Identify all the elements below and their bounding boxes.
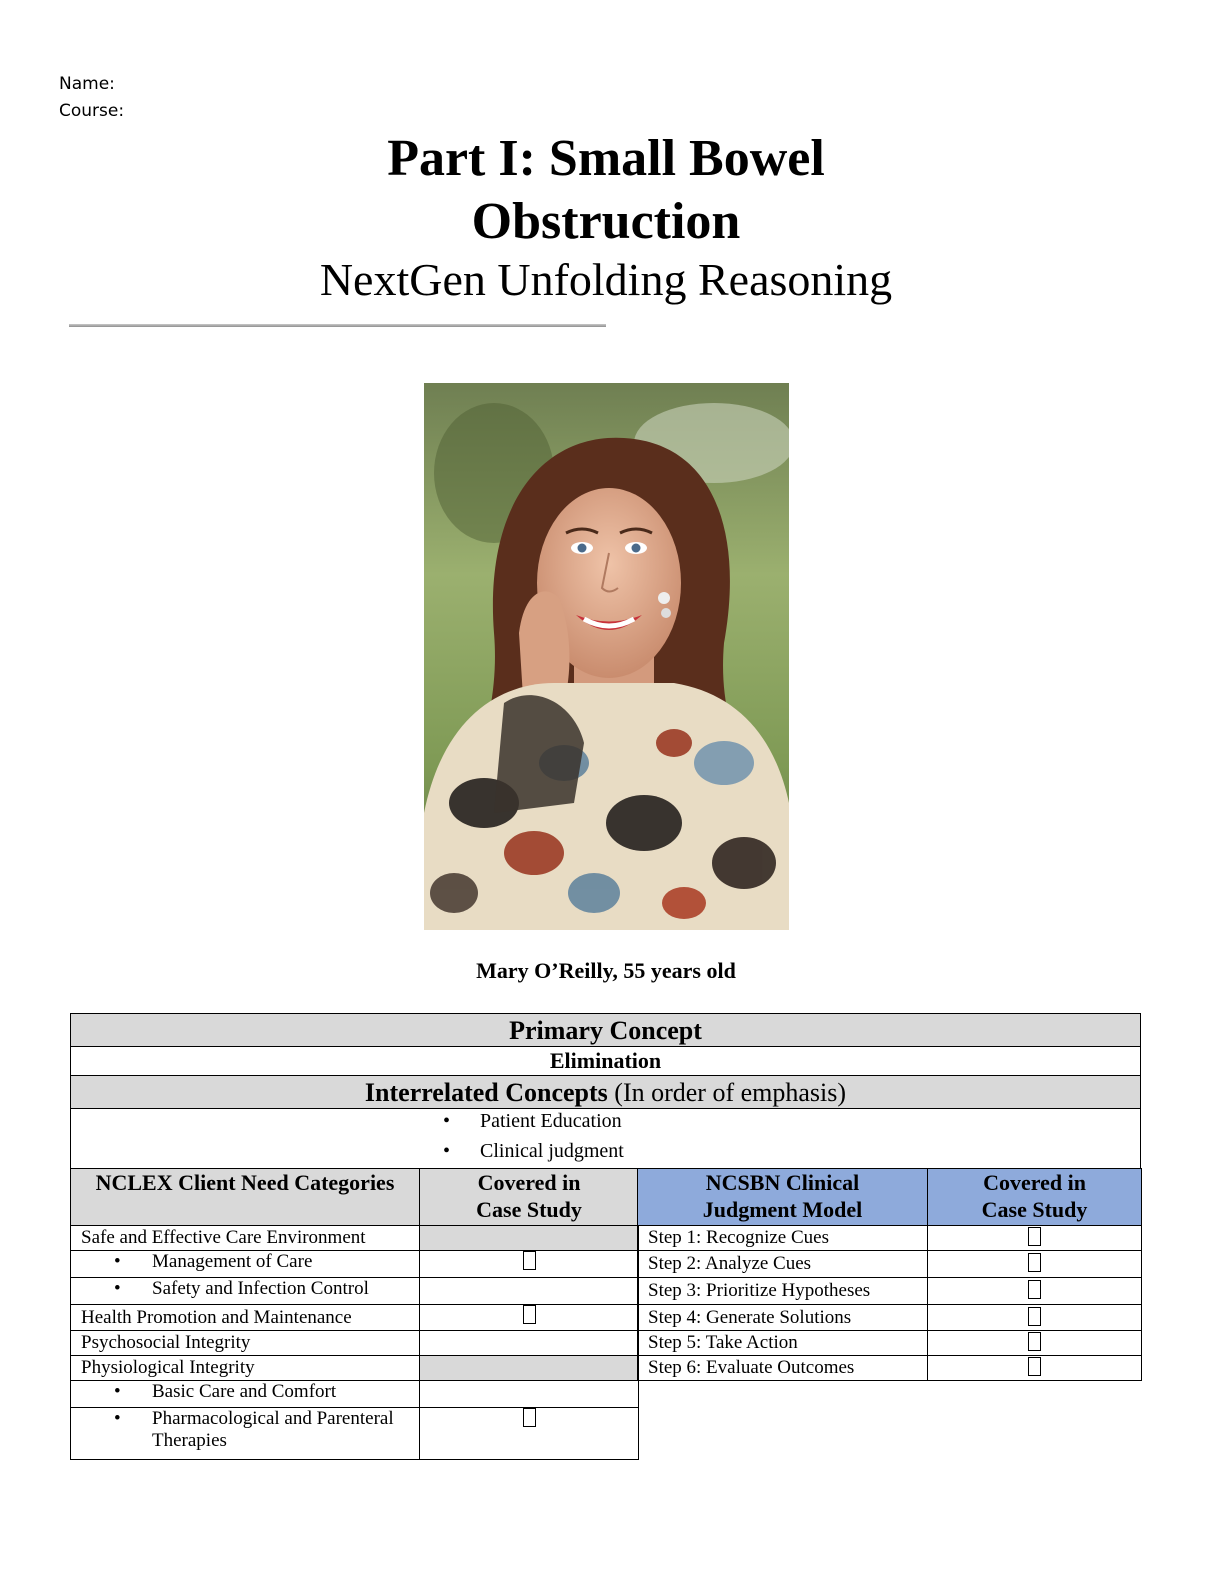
- table-row: [71, 1278, 639, 1305]
- covered-checkbox: [420, 1278, 639, 1305]
- covered-checkbox: [928, 1226, 1142, 1251]
- check-glyph-icon: [1028, 1227, 1041, 1246]
- nclex-category-cell: • Management of Care: [71, 1251, 420, 1278]
- check-glyph-icon: [1028, 1332, 1041, 1351]
- interrelated-concepts-header: [71, 1076, 1140, 1109]
- table-row: [71, 1331, 639, 1356]
- ncsbn-step-cell: Step 1: Recognize Cues: [638, 1226, 928, 1251]
- table-row: [71, 1408, 639, 1460]
- covered-checkbox: [420, 1226, 639, 1251]
- table-row: [71, 1226, 639, 1251]
- table-row: [71, 1251, 639, 1278]
- table-row: [638, 1356, 1142, 1381]
- nclex-category-cell: • Safety and Infection Control: [71, 1278, 420, 1305]
- interrelated-header-note: (In order of emphasis): [614, 1078, 847, 1107]
- bullet-icon: •: [114, 1381, 121, 1402]
- patient-photo: [424, 383, 789, 930]
- table-row: [638, 1278, 1142, 1305]
- covered-checkbox: [928, 1278, 1142, 1305]
- title-divider: [69, 324, 606, 327]
- table-row: [638, 1226, 1142, 1251]
- ncsbn-header-model: NCSBN Clinical Judgment Model: [638, 1169, 928, 1226]
- covered-checkbox: [420, 1408, 639, 1460]
- ncsbn-table: [637, 1168, 1142, 1381]
- covered-checkbox: [928, 1331, 1142, 1356]
- ncsbn-step-cell: Step 3: Prioritize Hypotheses: [638, 1278, 928, 1305]
- covered-checkbox: [420, 1251, 639, 1278]
- check-glyph-icon: [1028, 1307, 1041, 1326]
- course-label: Course:: [59, 101, 125, 121]
- nclex-header-category: NCLEX Client Need Categories: [71, 1169, 420, 1226]
- bullet-icon: •: [443, 1140, 451, 1162]
- interrelated-concepts-list: • Patient Education • Clinical judgment: [443, 1110, 624, 1162]
- ncsbn-step-cell: Step 6: Evaluate Outcomes: [638, 1356, 928, 1381]
- covered-checkbox: [420, 1356, 639, 1381]
- interrelated-header-label: Interrelated Concepts: [364, 1078, 608, 1107]
- check-glyph-icon: [523, 1251, 536, 1270]
- covered-checkbox: [928, 1305, 1142, 1331]
- primary-concept-header: Primary Concept: [71, 1014, 1140, 1047]
- page-title-line-2: Obstruction: [471, 193, 741, 250]
- check-glyph-icon: [1028, 1253, 1041, 1272]
- ncsbn-step-cell: Step 4: Generate Solutions: [638, 1305, 928, 1331]
- nclex-category-cell: Health Promotion and Maintenance: [71, 1305, 420, 1331]
- nclex-category-cell: Psychosocial Integrity: [71, 1331, 420, 1356]
- bullet-icon: •: [114, 1408, 121, 1429]
- bullet-icon: •: [114, 1278, 121, 1299]
- nclex-header-covered: Covered in Case Study: [420, 1169, 639, 1226]
- concept-table: [70, 1013, 1141, 1171]
- nclex-category-cell: • Basic Care and Comfort: [71, 1381, 420, 1408]
- bullet-icon: •: [114, 1251, 121, 1272]
- nclex-table: [70, 1168, 639, 1460]
- ncsbn-step-cell: Step 2: Analyze Cues: [638, 1251, 928, 1278]
- covered-checkbox: [928, 1251, 1142, 1278]
- bullet-icon: •: [443, 1110, 451, 1132]
- covered-checkbox: [420, 1305, 639, 1331]
- page-subtitle: NextGen Unfolding Reasoning: [319, 254, 893, 305]
- table-row: [71, 1381, 639, 1408]
- table-row: [71, 1305, 639, 1331]
- table-row: [71, 1356, 639, 1381]
- check-glyph-icon: [1028, 1357, 1041, 1376]
- patient-caption: Mary O’Reilly, 55 years old: [476, 958, 736, 983]
- covered-checkbox: [420, 1381, 639, 1408]
- ncsbn-header-covered: Covered in Case Study: [928, 1169, 1142, 1226]
- covered-checkbox: [420, 1331, 639, 1356]
- nclex-category-cell: Safe and Effective Care Environment: [71, 1226, 420, 1251]
- check-glyph-icon: [1028, 1280, 1041, 1299]
- table-row: [638, 1251, 1142, 1278]
- primary-concept-value: Elimination: [71, 1047, 1140, 1076]
- nclex-category-cell: • Pharmacological and Parenteral Therapies: [71, 1408, 420, 1460]
- check-glyph-icon: [523, 1305, 536, 1324]
- covered-checkbox: [928, 1356, 1142, 1381]
- check-glyph-icon: [523, 1408, 536, 1427]
- name-label: Name:: [59, 74, 115, 94]
- table-row: [638, 1331, 1142, 1356]
- nclex-category-cell: Physiological Integrity: [71, 1356, 420, 1381]
- ncsbn-step-cell: Step 5: Take Action: [638, 1331, 928, 1356]
- table-row: [638, 1305, 1142, 1331]
- page-title-line-1: Part I: Small Bowel: [387, 130, 825, 187]
